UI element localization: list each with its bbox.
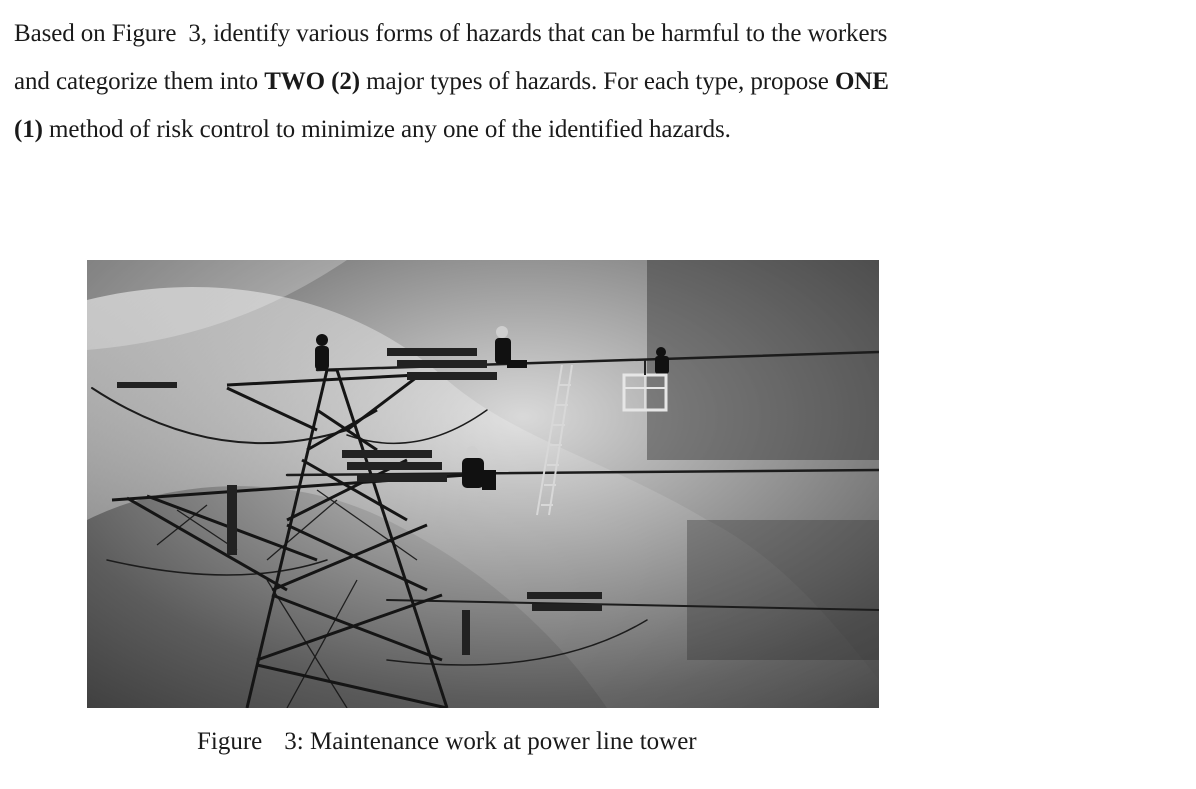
question-line-1-part-2: 3, identify various forms of hazards that can be harmful to the workers — [188, 20, 888, 47]
photo-illustration — [87, 260, 879, 708]
question-line-1-part-1: Based on Figure — [14, 20, 177, 47]
question-emphasis-two: TWO (2) — [264, 68, 361, 95]
question-line-2-part-2: major types of hazards. For each type, propose — [360, 68, 835, 95]
question-line-3-part: method of risk control to minimize any one of the identified hazards. — [42, 116, 731, 143]
figure-caption-label: Figure — [197, 728, 263, 755]
question-text — [14, 10, 1074, 154]
question-line-1 — [14, 10, 1074, 58]
power-line-tower-photo — [87, 260, 879, 708]
question-line-2 — [14, 58, 1074, 106]
question-emphasis-1: (1) — [14, 116, 43, 143]
question-emphasis-one: ONE — [834, 68, 889, 95]
figure-caption-text: 3: Maintenance work at power line tower — [284, 728, 697, 755]
question-line-2-part-1: and categorize them into — [14, 68, 265, 95]
question-line-3 — [14, 106, 1074, 154]
figure-caption — [197, 722, 697, 762]
